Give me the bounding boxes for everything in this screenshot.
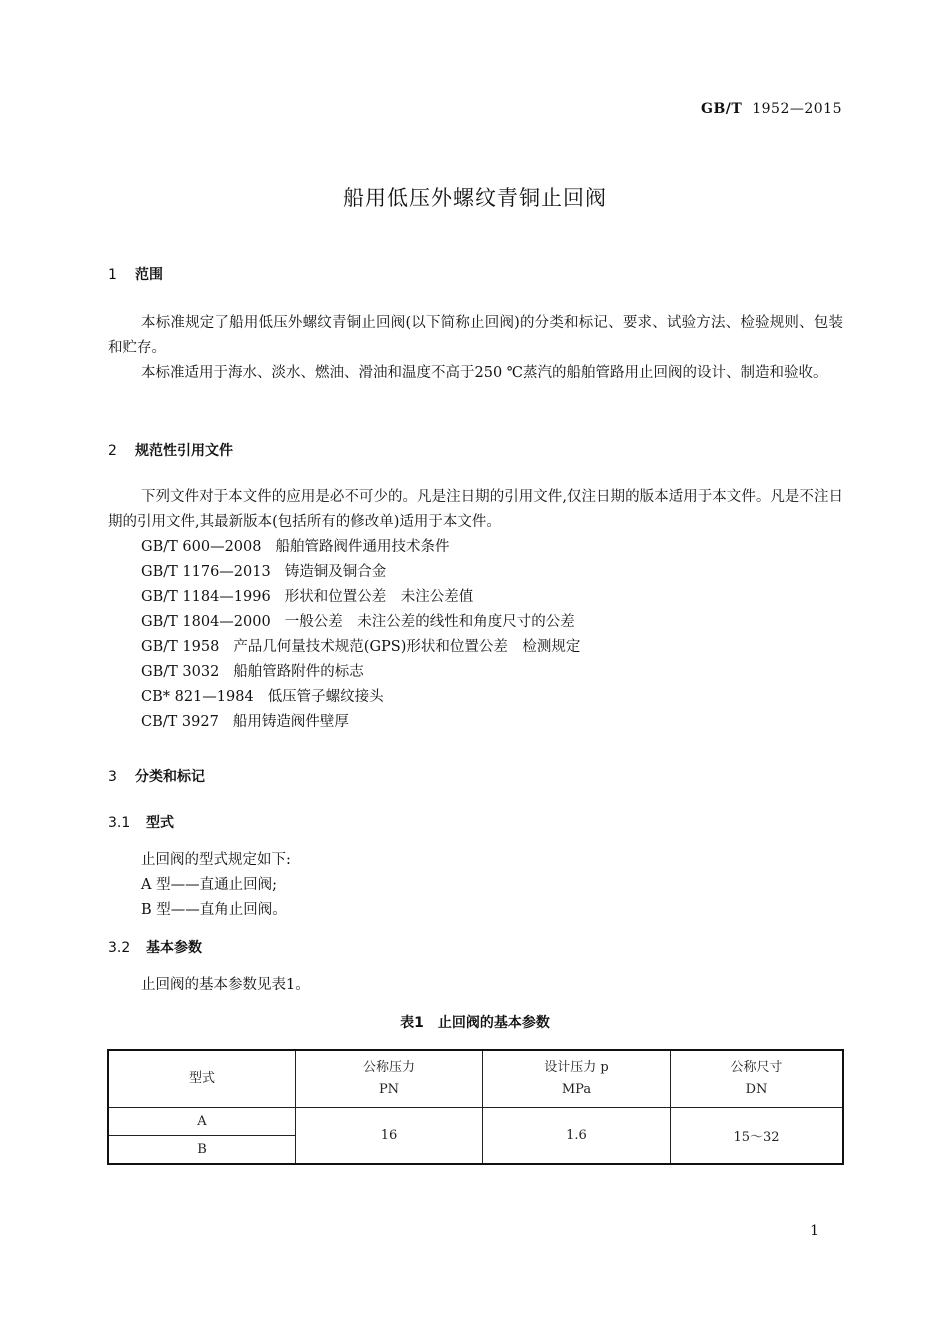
table-cell-type-b: B: [108, 1136, 296, 1165]
type-intro: 止回阀的型式规定如下:: [141, 852, 291, 868]
header-nominal-pressure: 公称压力 PN: [296, 1050, 483, 1108]
reference-item: GB/T 1804—2000 一般公差 未注公差的线性和角度尺寸的公差: [141, 614, 575, 630]
section-1-paragraph-1: 本标准规定了船用低压外螺纹青铜止回阀(以下简称止回阀)的分类和标记、要求、试验方法、检验规则、包装和贮存。: [108, 315, 843, 356]
section-2-intro: 下列文件对于本文件的应用是必不可少的。凡是注日期的引用文件,仅注日期的版本适用于本文件。凡是不注日期的引用文件,其最新版本(包括所有的修改单)适用于本文件。: [108, 489, 843, 530]
reference-item: GB/T 3032 船舶管路附件的标志: [141, 664, 364, 680]
section-3-2-heading: 3.2 基本参数: [108, 940, 202, 956]
reference-item: GB/T 1176—2013 铸造铜及铜合金: [141, 564, 387, 580]
table-caption: 表1 止回阀的基本参数: [400, 1015, 550, 1031]
standard-number: GB/T 1952—2015: [701, 101, 842, 117]
header-type: 型式: [108, 1050, 296, 1108]
document-title: 船用低压外螺纹青铜止回阀: [343, 186, 607, 210]
section-3-1-heading: 3.1 型式: [108, 815, 174, 831]
table-cell-dn: 15～32: [671, 1108, 844, 1165]
reference-item: GB/T 600—2008 船舶管路阀件通用技术条件: [141, 539, 450, 555]
parameters-table: [107, 1049, 844, 1165]
table-cell-p: 1.6: [483, 1108, 671, 1165]
table-cell-pn: 16: [296, 1108, 483, 1165]
header-design-pressure: 设计压力 p MPa: [483, 1050, 671, 1108]
section-1-heading: 1 范围: [108, 267, 163, 283]
reference-item: GB/T 1184—1996 形状和位置公差 未注公差值: [141, 589, 474, 605]
section-1-paragraph-2: 本标准适用于海水、淡水、燃油、滑油和温度不高于250 ℃蒸汽的船舶管路用止回阀的设计、制造和验收。: [141, 365, 828, 381]
page-number: 1: [810, 1223, 819, 1239]
table-cell-type-a: A: [108, 1108, 296, 1136]
reference-item: CB/T 3927 船用铸造阀件壁厚: [141, 714, 349, 730]
reference-item: GB/T 1958 产品几何量技术规范(GPS)形状和位置公差 检测规定: [141, 639, 581, 655]
reference-item: CB* 821—1984 低压管子螺纹接头: [141, 689, 384, 705]
section-2-heading: 2 规范性引用文件: [108, 443, 233, 459]
section-3-heading: 3 分类和标记: [108, 769, 205, 785]
header-nominal-size: 公称尺寸 DN: [671, 1050, 844, 1108]
type-b: B 型——直角止回阀。: [141, 902, 287, 918]
params-intro: 止回阀的基本参数见表1。: [141, 977, 310, 993]
type-a: A 型——直通止回阀;: [141, 877, 277, 893]
